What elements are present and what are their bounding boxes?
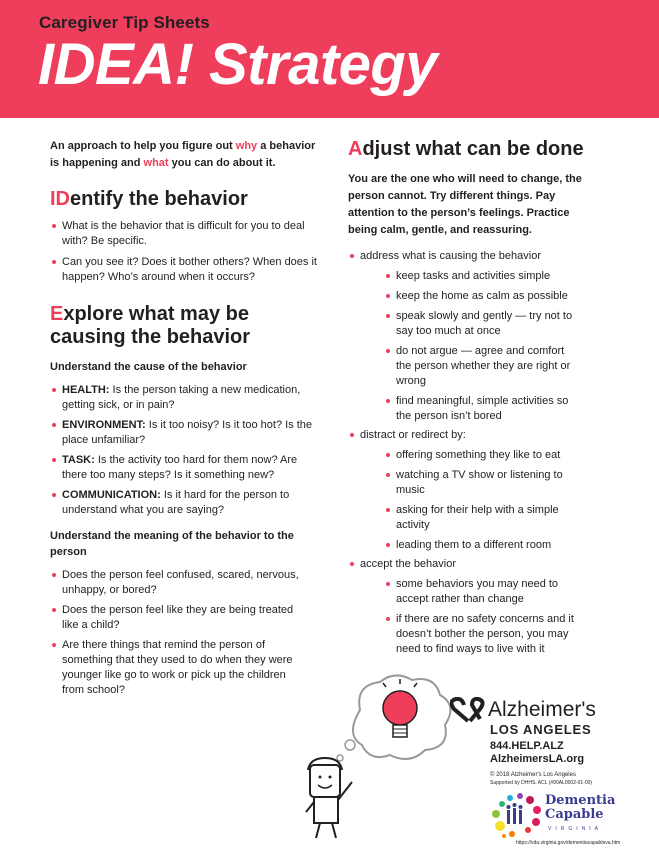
heading-cap: ID	[50, 188, 70, 210]
list-item: do not argue — agree and comfort the person whether they are right or wrong	[384, 344, 574, 389]
item-text: Is it hard for the person to understand what you are saying?	[62, 489, 290, 516]
list-item: Does the person feel confused, scared, nervous, unhappy, or bored?	[50, 568, 310, 598]
item-text: Is it too noisy? Is it too hot? Is the place unfamiliar?	[62, 419, 313, 446]
list-item: offering something they like to eat	[384, 448, 564, 463]
heart-ribbon-icon	[450, 697, 488, 723]
alzheimers-la-logo	[450, 697, 630, 737]
intro-part: a behavior is happening and	[50, 140, 316, 169]
header-banner	[0, 0, 659, 118]
group-item	[348, 428, 638, 553]
item-text: Is the person taking a new medication, getting sick, or in pain?	[62, 384, 301, 411]
adjust-heading	[348, 138, 638, 161]
list-item: keep tasks and activities simple	[384, 269, 574, 284]
partner-word-dementia: Dementia	[545, 793, 616, 808]
left-column	[50, 138, 325, 698]
intro-accent-why: why	[235, 140, 258, 152]
cause-subheading: Understand the cause of the behavior	[50, 361, 247, 373]
right-column	[348, 138, 638, 657]
partner-url[interactable]: https://vda.virginia.gov/dementiacapableva.htm	[516, 840, 621, 846]
list-item: Does the person feel like they are being treated like a child?	[50, 603, 310, 633]
contact-block	[490, 740, 592, 788]
group-label: address what is causing the behavior	[360, 250, 541, 262]
item-label: TASK:	[62, 454, 95, 466]
heading-rest: djust what can be done	[362, 138, 584, 160]
cause-list	[50, 383, 325, 518]
list-item	[50, 488, 325, 518]
list-item	[50, 383, 325, 413]
heading-rest: entify the behavior	[70, 188, 248, 210]
meaning-subheading: Understand the meaning of the behavior to the person	[50, 530, 294, 558]
partner-word-capable: Capable	[545, 807, 604, 822]
website-link[interactable]: AlzheimersLA.org	[490, 753, 585, 765]
partner-state: VIRGINIA	[548, 826, 602, 832]
sub-list	[384, 269, 574, 424]
phone-number: 844.HELP.ALZ	[490, 740, 564, 752]
list-item	[50, 453, 325, 483]
colorful-dots-people-icon	[490, 790, 544, 840]
identify-heading	[50, 188, 325, 211]
heading-cap: E	[50, 303, 64, 325]
intro-text	[50, 138, 325, 172]
series-label: Caregiver Tip Sheets	[39, 13, 210, 32]
heading-cap: A	[348, 138, 363, 160]
org-name: Alzheimer's	[488, 698, 596, 721]
list-item: Can you see it? Does it bother others? When does it happen? Who’s around when it occurs?	[50, 255, 325, 285]
list-item: asking for their help with a simple activity	[384, 503, 564, 533]
item-label: HEALTH:	[62, 384, 110, 396]
page-title: IDEA! Strategy	[38, 32, 438, 97]
item-text: Is the activity too hard for them now? Are there too many steps? Is it something new?	[62, 454, 298, 481]
group-label: distract or redirect by:	[360, 429, 466, 441]
copyright-text: © 2018 Alzheimer's Los Angeles	[490, 772, 576, 778]
group-label: accept the behavior	[360, 558, 457, 570]
lightbulb-thought-icon	[300, 670, 460, 840]
group-item	[348, 249, 638, 424]
stick-figure-lightbulb-illustration	[300, 670, 460, 840]
intro-part: you can do about it.	[168, 157, 276, 169]
group-item	[348, 557, 638, 657]
list-item	[50, 418, 325, 448]
list-item: Are there things that remind the person of something that they used to do when they were younger like go to work or pick up the children from school?	[50, 638, 310, 698]
adjust-list	[348, 249, 638, 657]
list-item: What is the behavior that is difficult for you to deal with? Be specific.	[50, 219, 325, 249]
sub-list	[384, 577, 584, 657]
list-item: keep the home as calm as possible	[384, 289, 574, 304]
list-item: some behaviors you may need to accept rather than change	[384, 577, 584, 607]
list-item: watching a TV show or listening to music	[384, 468, 564, 498]
adjust-intro: You are the one who will need to change, the person cannot. Try different things. Pay attention to the person’s feelings. Practice being calm, gentle, and reassuring.	[348, 173, 582, 236]
sub-list	[384, 448, 564, 553]
meaning-list	[50, 568, 310, 698]
support-text: Supported by DHHS, ACL (#90AL0002-01-00)	[490, 780, 593, 786]
intro-part: An approach to help you figure out	[50, 140, 236, 152]
list-item: if there are no safety concerns and it doesn’t bother the person, you may need to find ways to live with it	[384, 612, 584, 657]
org-city: LOS ANGELES	[490, 722, 592, 737]
identify-list	[50, 219, 325, 285]
heading-rest: xplore what may be causing the behavior	[50, 303, 251, 348]
intro-accent-what: what	[143, 157, 169, 169]
list-item: leading them to a different room	[384, 538, 564, 553]
list-item: find meaningful, simple activities so the person isn’t bored	[384, 394, 574, 424]
logo-brand	[450, 697, 630, 723]
list-item: speak slowly and gently — try not to say too much at once	[384, 309, 574, 339]
dementia-capable-virginia-logo	[490, 790, 650, 850]
item-label: COMMUNICATION:	[62, 489, 161, 501]
item-label: ENVIRONMENT:	[62, 419, 146, 431]
explore-heading	[50, 303, 270, 349]
